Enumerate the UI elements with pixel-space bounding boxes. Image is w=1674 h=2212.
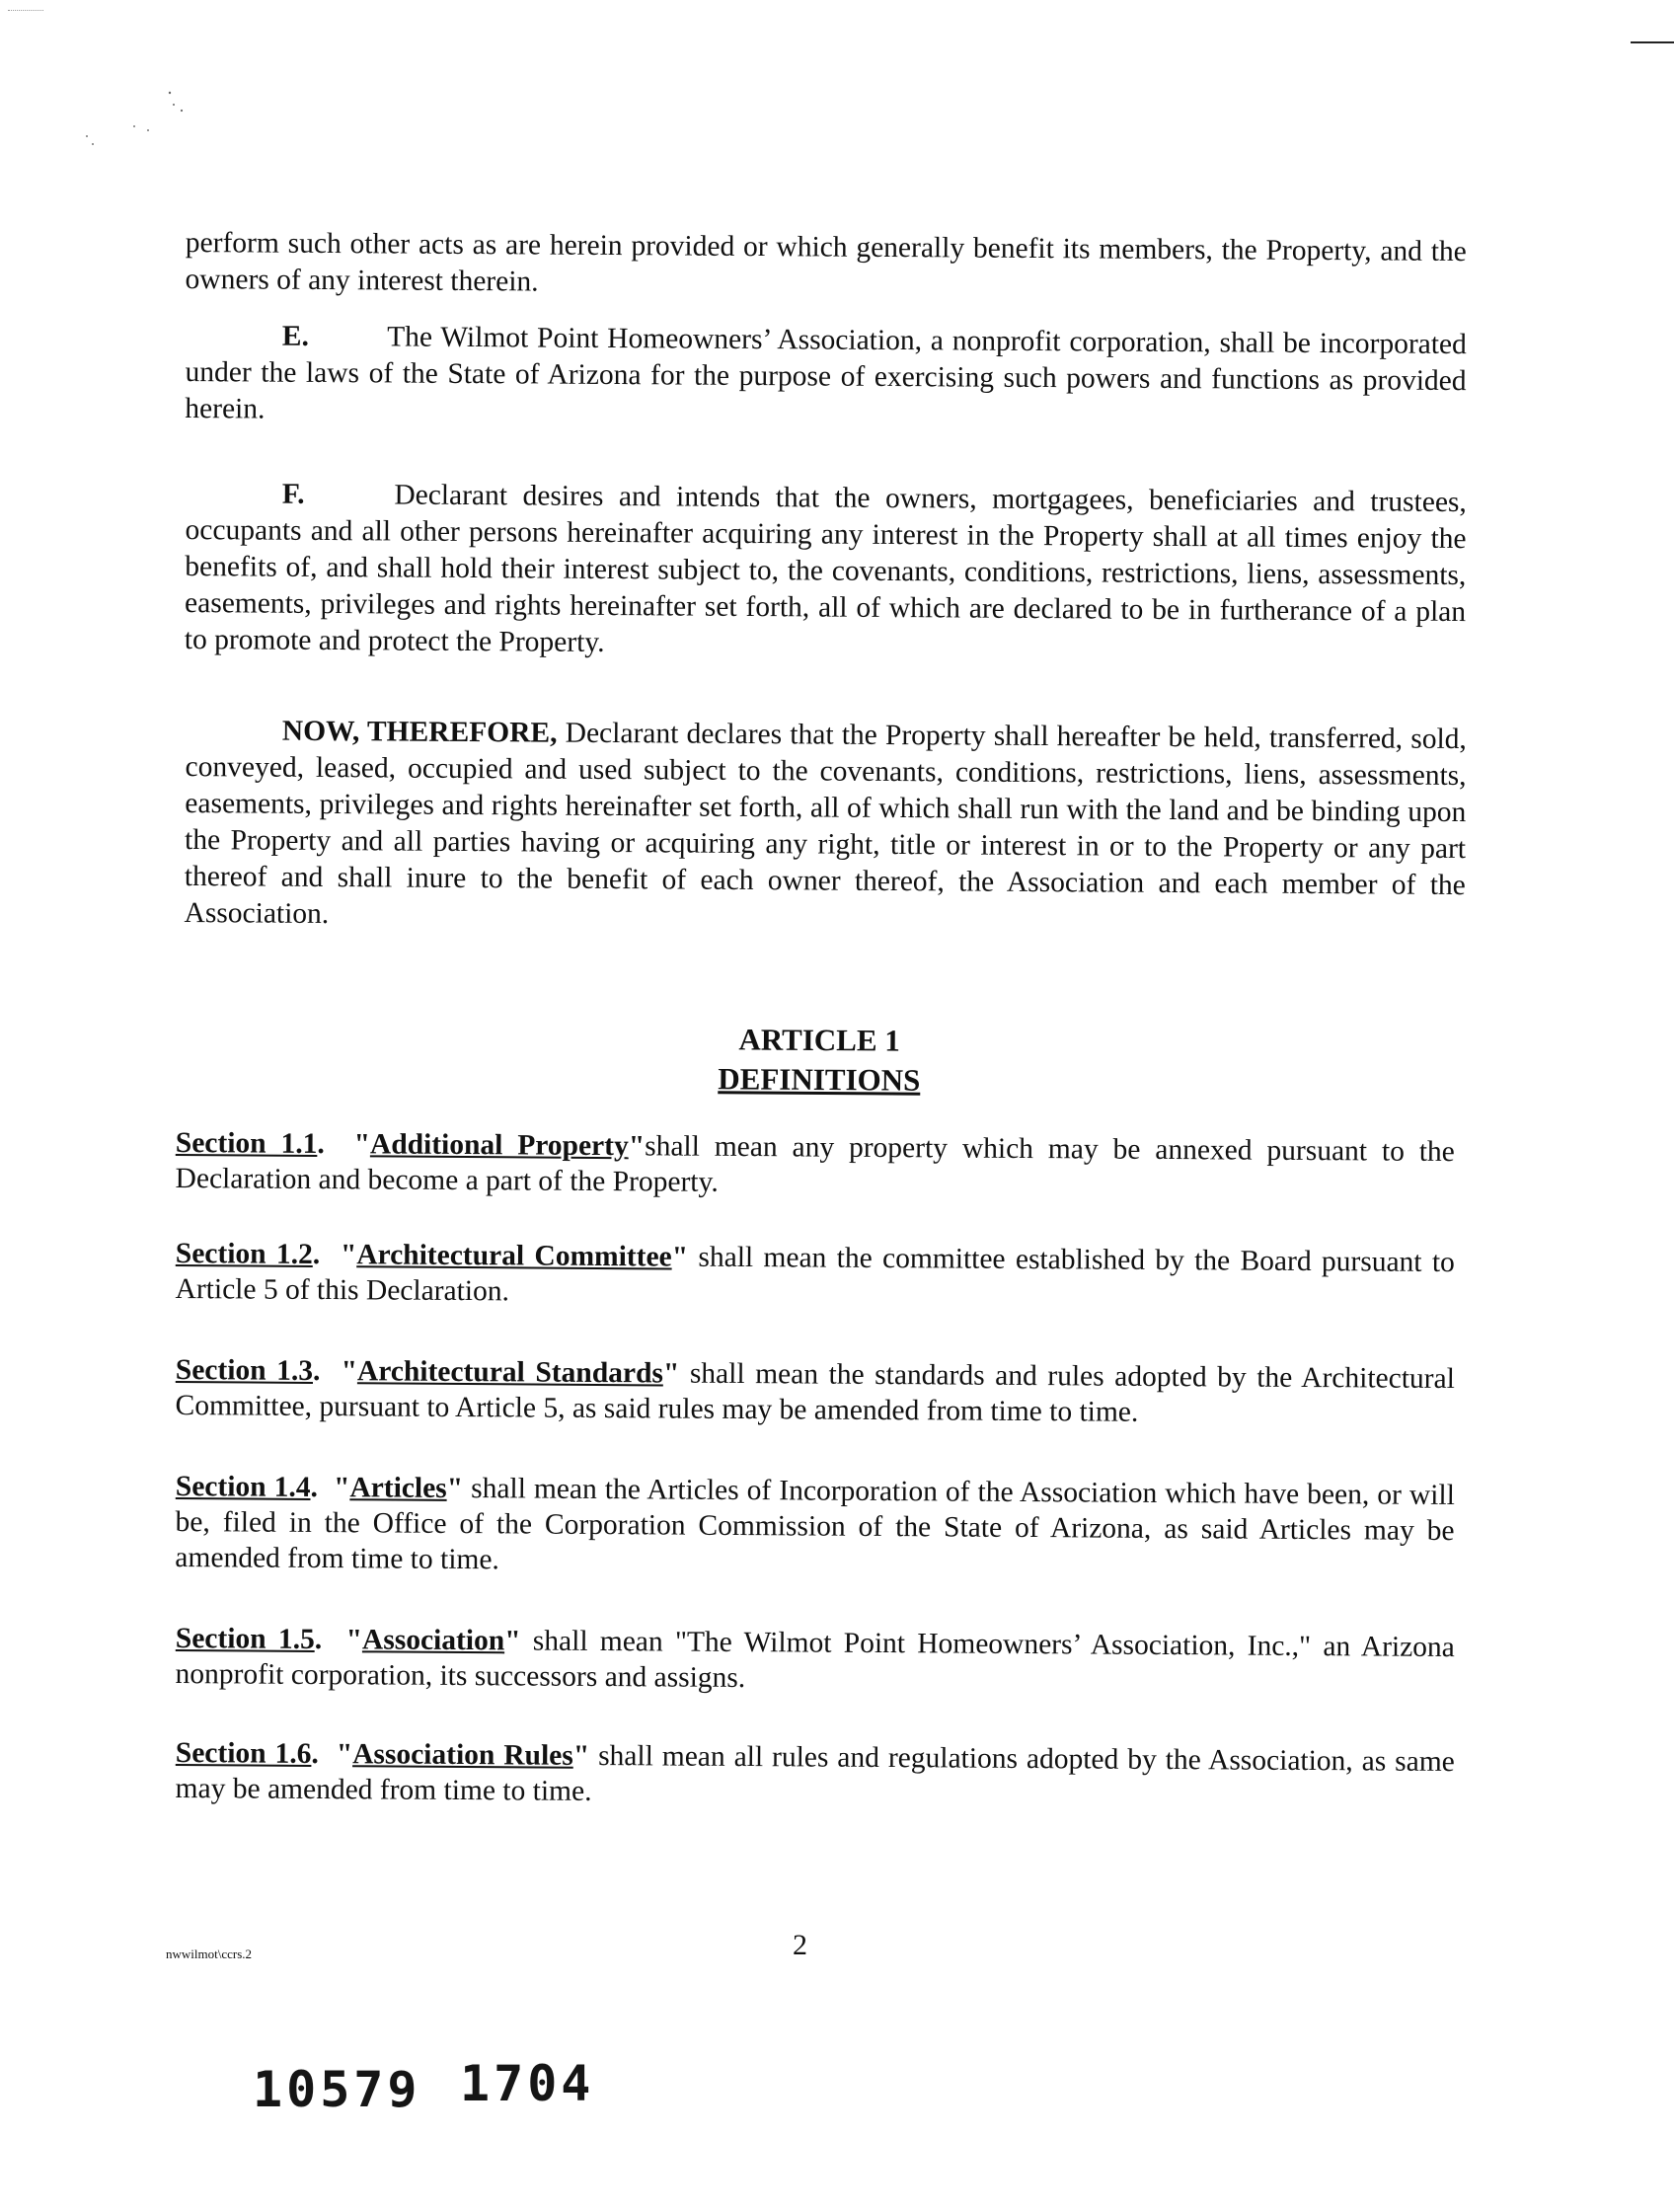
section-term: Architectural Standards [356,1355,664,1390]
section-number: Section 1.6 [175,1737,312,1770]
section-number: Section 1.5 [175,1623,315,1655]
section-1-1: Section 1.1. "Additional Property"shall mean any property which may be annexed pursuant to the Declaration and become a part of the Property. [175,1127,1455,1198]
recital-f-text: Declarant desires and intends that the owners, mortgagees, beneficiaries and trustees, occupants and all other persons hereinafter acquiring any interest in the Property shall at all times enjoy the benefits of, and shall hold their interest subject to, the covenants, conditions, restrictions, liens, assessments, easements, privileges and rights hereinafter set forth, all of which are declared to be in furtherance of a plan to promote and protect the Property. [184,479,1467,658]
section-text: shall mean any property which may be annexed pursuant to the Declaration and become a part of the Property. [175,1130,1455,1198]
article-title: DEFINITIONS [718,1061,921,1098]
section-1-5: Section 1.5. "Association" shall mean "The Wilmot Point Homeowners’ Association, Inc.," an Arizona nonprofit corporation, its successors and assigns. [175,1623,1455,1695]
recital-e-text: The Wilmot Point Homeowners’ Association, a nonprofit corporation, shall be incorporated under the laws of the State of Arizona for the purpose of exercising such powers and functions as provided herein. [185,321,1467,425]
section-number: Section 1.3 [175,1354,314,1387]
article-heading [632,1020,1008,1102]
section-text: shall mean the committee established by the Board pursuant to Article 5 of this Declaration. [175,1241,1455,1308]
section-number: Section 1.4 [175,1471,311,1503]
recording-stamp-book: 10579 [253,2061,421,2118]
section-term: Association [361,1624,505,1657]
section-term: Additional Property [369,1128,629,1163]
section-term: Articles [349,1472,447,1504]
section-text: shall mean the standards and rules adopted by the Architectural Committee, pursuant to Article 5, as said rules may be amended from time to time. [175,1357,1455,1428]
recital-f-label: F. [281,478,305,510]
section-1-3: Section 1.3. "Architectural Standards" shall mean the standards and rules adopted by the Architectural Committee, pursuant to Article 5, as said rules may be amended from time to time. [175,1354,1455,1428]
page-number: 2 [793,1929,807,1961]
recording-stamp-page: 1704 [460,2055,595,2112]
now-therefore-paragraph [184,713,1467,941]
section-text: shall mean all rules and regulations adopted by the Association, as same may be amended from time to time. [175,1739,1455,1807]
recital-e-paragraph [185,318,1467,436]
now-therefore-text: Declarant declares that the Property shall hereafter be held, transferred, sold, conveyed, leased, occupied and used subject to the covenants, conditions, restrictions, liens, assessments, easements, privileges and rights hereinafter set forth, all of which shall run with the land and be binding upon the Property and all parties having or acquiring any right, title or interest in or to the Property or any part thereof and shall inure to the benefit of each owner thereof, the Association and each member of the Association. [184,717,1467,931]
scan-mark-top-left [8,10,43,11]
section-number: Section 1.1 [175,1127,318,1161]
footer-file-reference: nwwilmot\ccrs.2 [166,1946,253,1961]
section-1-4: Section 1.4. "Articles" shall mean the Articles of Incorporation of the Association which have been, or will be, filed in the Office of the Corporation Commission of the State of Arizona, as said Articles may be amended from time to time. [175,1471,1455,1576]
intro-text: perform such other acts as are herein provided or which generally benefit its members, the Property, and the owners of any interest therein. [185,226,1467,298]
section-term: Association Rules [352,1738,573,1772]
section-text: shall mean the Articles of Incorporation of the Association which have been, or will be, filed in the Office of the Corporation Commission of the State of Arizona, as said Articles may be amended from time to time. [175,1473,1455,1576]
recital-f-paragraph [185,476,1467,667]
section-1-2: Section 1.2. "Architectural Committee" shall mean the committee established by the Board pursuant to Article 5 of this Declaration. [175,1238,1455,1308]
now-therefore-lead: NOW, THEREFORE, [281,715,558,749]
intro-paragraph [185,225,1466,307]
section-number: Section 1.2 [175,1238,313,1270]
scan-mark-top-right [1631,41,1674,43]
recital-e-label: E. [281,320,310,352]
section-1-6: Section 1.6. "Association Rules" shall mean all rules and regulations adopted by the Association, as same may be amended from time to time. [175,1737,1455,1807]
section-term: Architectural Committee [356,1239,672,1273]
section-text: shall mean "The Wilmot Point Homeowners’ Association, Inc.," an Arizona nonprofit corporation, its successors and assigns. [175,1625,1455,1695]
article-number: ARTICLE 1 [738,1022,900,1058]
scan-specks [79,87,197,166]
